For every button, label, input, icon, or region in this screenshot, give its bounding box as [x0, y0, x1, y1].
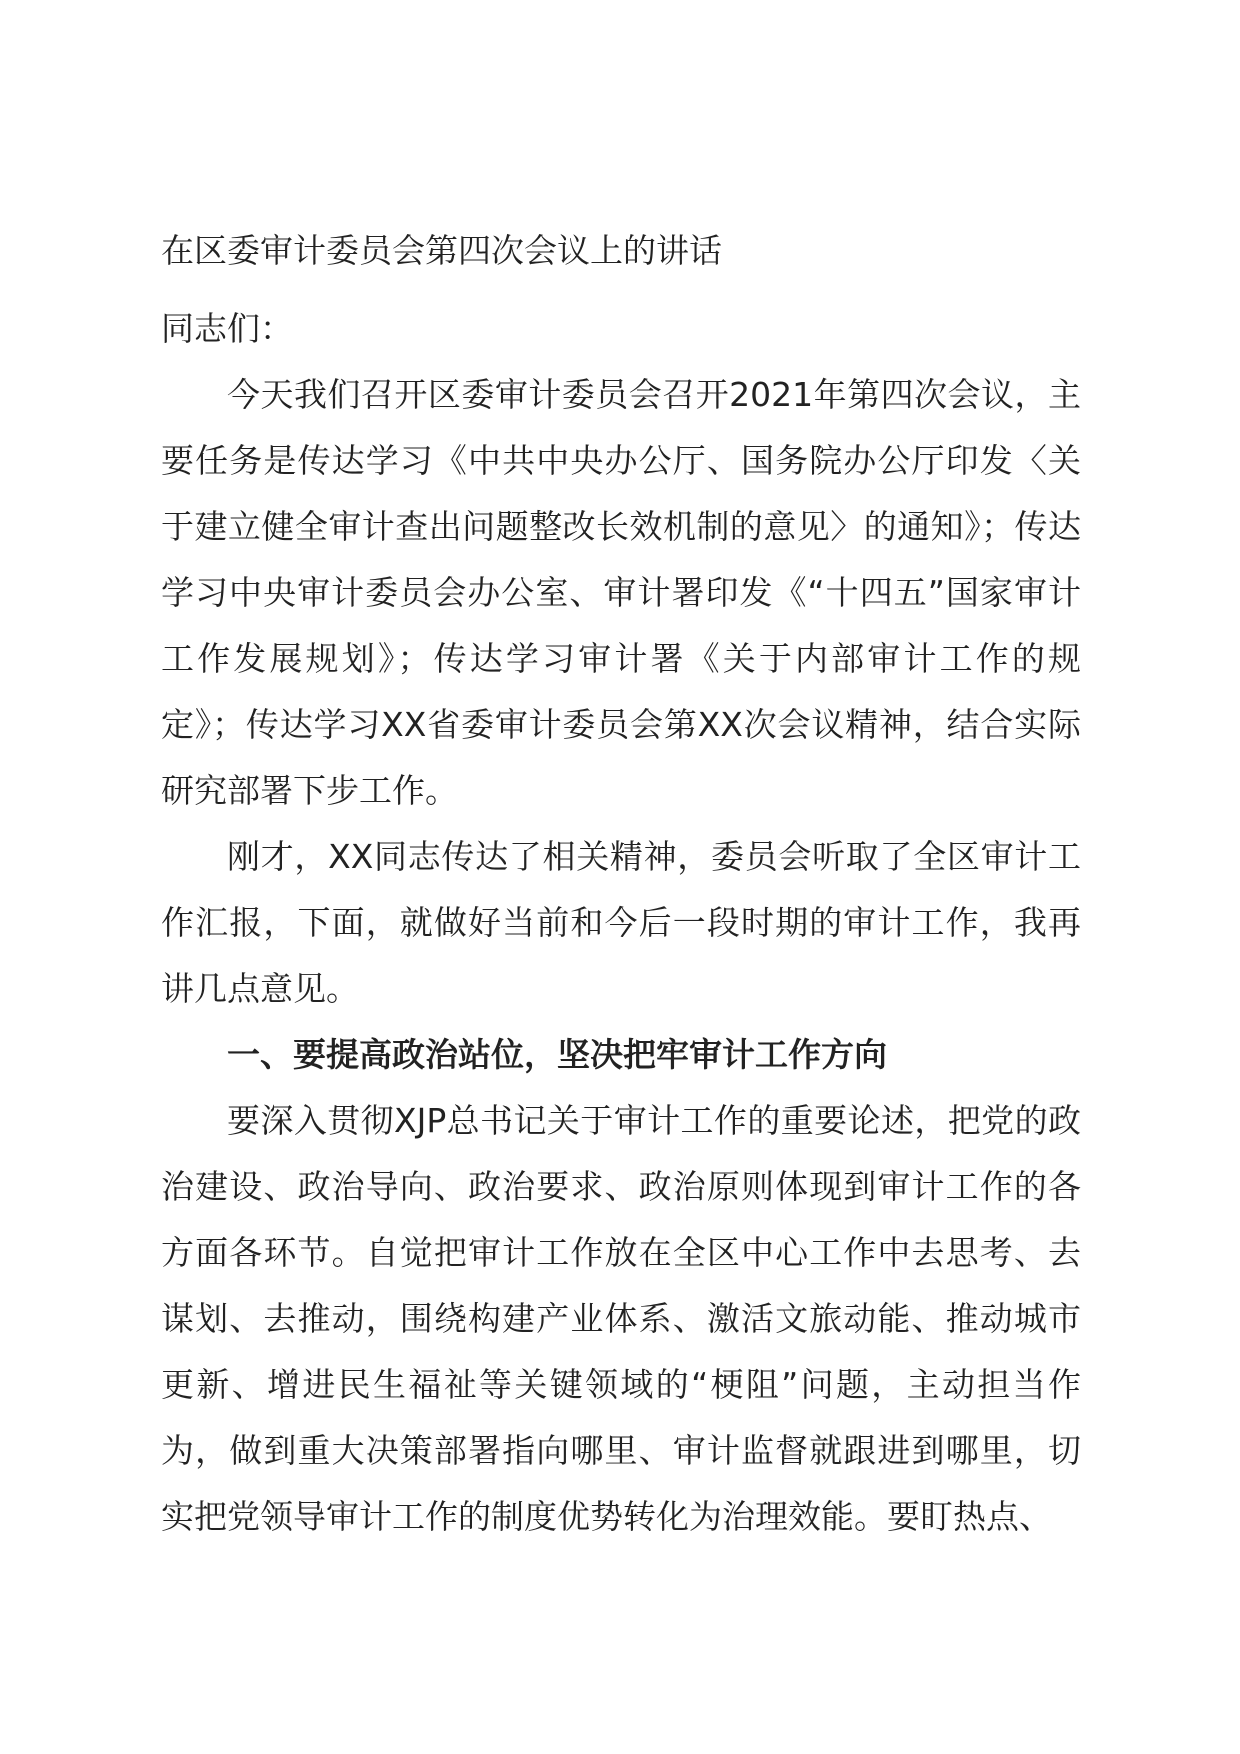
paragraph-remarks: 刚才，XX同志传达了相关精神，委员会听取了全区审计工作汇报，下面，就做好当前和今后一段时期的审计工作，我再讲几点意见。 — [161, 837, 1081, 1008]
section-heading-1: 一、要提高政治站位，坚决把牢审计工作方向 — [227, 1035, 887, 1074]
document-body — [161, 218, 1081, 1550]
section-1-paragraph: 要深入贯彻XJP总书记关于审计工作的重要论述，把党的政治建设、政治导向、政治要求、政治原则体现到审计工作的各方面各环节。自觉把审计工作放在全区中心工作中去思考、去谋划、去推动，围绕构建产业体系、激活文旅动能、推动城市更新、增进民生福祉等关键领域的“梗阻”问题，主动担当作为，做到重大决策部署指向哪里、审计监督就跟进到哪里，切实把党领导审计工作的制度优势转化为治理效能。要盯热点、 — [161, 1101, 1081, 1536]
paragraph-opening: 今天我们召开区委审计委员会召开2021年第四次会议，主要任务是传达学习《中共中央办公厅、国务院办公厅印发〈关于建立健全审计查出问题整改长效机制的意见〉的通知》；传达学习中央审计委员会办公室、审计署印发《“十四五”国家审计工作发展规划》；传达学习审计署《关于内部审计工作的规定》；传达学习XX省委审计委员会第XX次会议精神，结合实际研究部署下步工作。 — [161, 375, 1081, 810]
document-title: 在区委审计委员会第四次会议上的讲话 — [161, 231, 722, 270]
salutation: 同志们： — [161, 309, 293, 348]
